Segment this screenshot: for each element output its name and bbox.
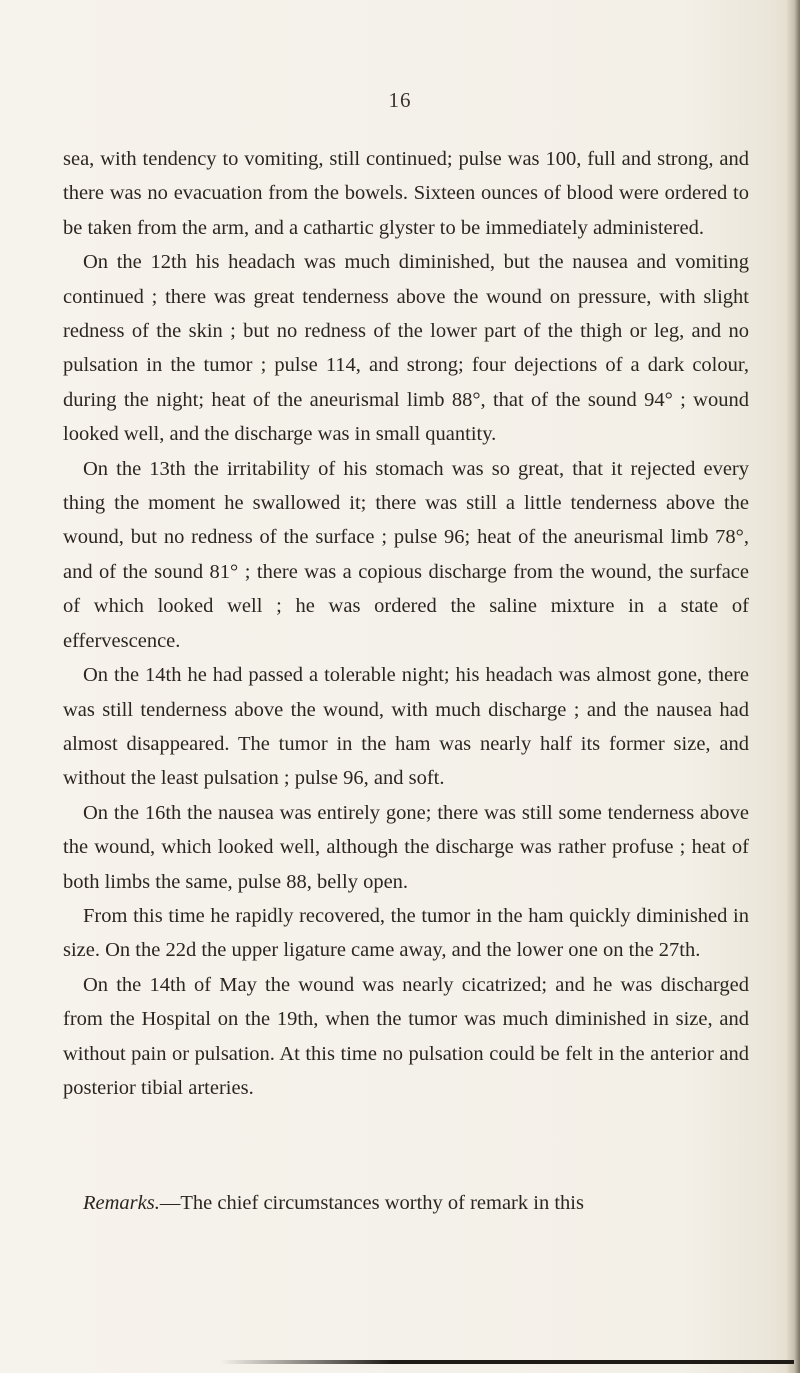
paragraph-12th: On the 12th his headach was much diminished, but the nausea and vomiting continued ; there was great tenderness above the wound on pressure, with slight redness of the skin ; but no redness of the lower part of the thigh or leg, and no pulsation in the tumor ; pulse 114, and strong; four dejections of a dark colour, during the night; heat of the aneurismal limb 88°, that of the sound 94° ; wound looked well, and the discharge was in small quantity. — [63, 251, 749, 446]
paragraph-may: On the 14th of May the wound was nearly cicatrized; and he was discharged from the Hospital on the 19th, when the tumor was much diminished in size, and without pain or pulsation. At this time no pulsation could be felt in the anterior and posterior tibial arteries. — [63, 973, 749, 1099]
paragraph-13th: On the 13th the irritability of his stomach was so great, that it rejected every thing the moment he swallowed it; there was still a little tenderness above the wound, but no redness of the surface ; pulse 96; heat of the aneurismal limb 78°, and of the sound 81° ; there was a copious discharge from the wound, the surface of which looked well ; he was ordered the saline mixture in a state of effervescence. — [63, 457, 749, 652]
page-number: 16 — [388, 88, 412, 112]
paragraph-recovery: From this time he rapidly recovered, the tumor in the ham quickly diminished in size. On the 22d the upper ligature came away, and the lower one on the 27th. — [63, 904, 749, 962]
page-edge-shadow — [786, 0, 800, 1373]
body-text — [63, 142, 749, 1105]
paragraph-16th: On the 16th the nausea was entirely gone; there was still some tenderness above the wound, which looked well, although the discharge was rather profuse ; heat of both limbs the same, pulse 88, belly open. — [63, 801, 749, 893]
paragraph-14th: On the 14th he had passed a tolerable night; his headach was almost gone, there was still tenderness above the wound, with much discharge ; and the nausea had almost disappeared. The tumor in the ham was nearly half its former size, and without the least pulsation ; pulse 96, and soft. — [63, 664, 749, 790]
bottom-edge-rule — [220, 1360, 794, 1364]
remarks-heading: Remarks. — [83, 1192, 160, 1214]
paragraph-continuation: sea, with tendency to vomiting, still continued; pulse was 100, full and strong, and there was no evacuation from the bowels. Sixteen ounces of blood were ordered to be taken from the arm, and a cathartic glyster to be immediately administered. — [63, 148, 749, 239]
remarks-text: —The chief circumstances worthy of remark in this — [159, 1192, 584, 1214]
remarks-line — [83, 1186, 749, 1220]
